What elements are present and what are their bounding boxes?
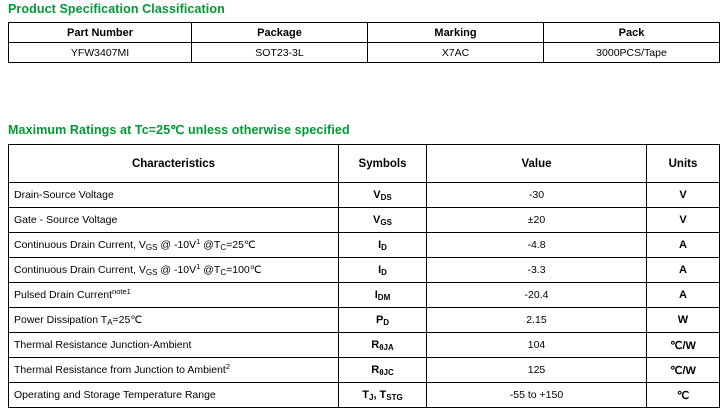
- table-row: [9, 208, 720, 233]
- cell-value: 104: [427, 333, 647, 358]
- cell-symbol: $T_J$, $T_{STG}$: [339, 383, 427, 408]
- cell-unit: W: [647, 308, 720, 333]
- maximum-ratings-body: [9, 183, 720, 408]
- cell-value: 2.15: [427, 308, 647, 333]
- cell-symbol: $R_{\theta JC}$: [339, 358, 427, 383]
- cell-characteristic: Gate - Source Voltage: [9, 208, 339, 233]
- cell-characteristic: Continuous Drain Current, $V_{GS}$ @ $-10V^1$ $@T_C=25℃$: [9, 233, 339, 258]
- cell-value: ±20: [427, 208, 647, 233]
- table-row: [9, 43, 720, 63]
- cell-unit: A: [647, 258, 720, 283]
- cell-characteristic: Thermal Resistance Junction-Ambient: [9, 333, 339, 358]
- cell-characteristic: Drain-Source Voltage: [9, 183, 339, 208]
- table-row: [9, 333, 720, 358]
- column-header-marking: Marking: [368, 23, 544, 43]
- table-row: [9, 283, 720, 308]
- cell-characteristic: Operating and Storage Temperature Range: [9, 383, 339, 408]
- section-title-maximum-ratings: Maximum Ratings at Tc=25℃ unless otherwise specified: [8, 123, 350, 137]
- table-row: [9, 383, 720, 408]
- maximum-ratings-table: [8, 144, 720, 408]
- cell-unit: ℃/W: [647, 358, 720, 383]
- cell-pack: 3000PCS/Tape: [544, 43, 720, 63]
- cell-value: -55 to +150: [427, 383, 647, 408]
- cell-value: 125: [427, 358, 647, 383]
- cell-characteristic: Pulsed Drain Current$^{note1}$: [9, 283, 339, 308]
- cell-symbol: $I_{DM}$: [339, 283, 427, 308]
- cell-symbol: $I_D$: [339, 258, 427, 283]
- column-header-pack: Pack: [544, 23, 720, 43]
- cell-part-number: YFW3407MI: [9, 43, 192, 63]
- table-row: [9, 258, 720, 283]
- cell-symbol: $R_{\theta JA}$: [339, 333, 427, 358]
- cell-unit: V: [647, 208, 720, 233]
- cell-value: -20.4: [427, 283, 647, 308]
- section-title-classification: Product Specification Classification: [8, 2, 225, 16]
- cell-marking: X7AC: [368, 43, 544, 63]
- cell-unit: ℃: [647, 383, 720, 408]
- column-header-package: Package: [192, 23, 368, 43]
- column-header-units: Units: [647, 145, 720, 183]
- cell-value: -3.3: [427, 258, 647, 283]
- cell-symbol: $V_{GS}$: [339, 208, 427, 233]
- table-row: [9, 308, 720, 333]
- table-row: [9, 183, 720, 208]
- cell-package: SOT23-3L: [192, 43, 368, 63]
- column-header-symbols: Symbols: [339, 145, 427, 183]
- cell-characteristic: Power Dissipation $T_A=25℃$: [9, 308, 339, 333]
- cell-unit: A: [647, 283, 720, 308]
- cell-symbol: $V_{DS}$: [339, 183, 427, 208]
- cell-symbol: $I_D$: [339, 233, 427, 258]
- column-header-value: Value: [427, 145, 647, 183]
- cell-value: -4.8: [427, 233, 647, 258]
- table-row: [9, 233, 720, 258]
- cell-unit: V: [647, 183, 720, 208]
- cell-characteristic: Thermal Resistance from Junction to Ambient$^2$: [9, 358, 339, 383]
- column-header-part-number: Part Number: [9, 23, 192, 43]
- table-header-row: [9, 23, 720, 43]
- cell-value: -30: [427, 183, 647, 208]
- cell-unit: ℃/W: [647, 333, 720, 358]
- cell-characteristic: Continuous Drain Current, $V_{GS}$ @ $-10V^1$ $@T_C=100℃$: [9, 258, 339, 283]
- table-row: [9, 358, 720, 383]
- classification-table: [8, 22, 720, 63]
- table-header-row: [9, 145, 720, 183]
- column-header-characteristics: Characteristics: [9, 145, 339, 183]
- cell-symbol: $P_D$: [339, 308, 427, 333]
- cell-unit: A: [647, 233, 720, 258]
